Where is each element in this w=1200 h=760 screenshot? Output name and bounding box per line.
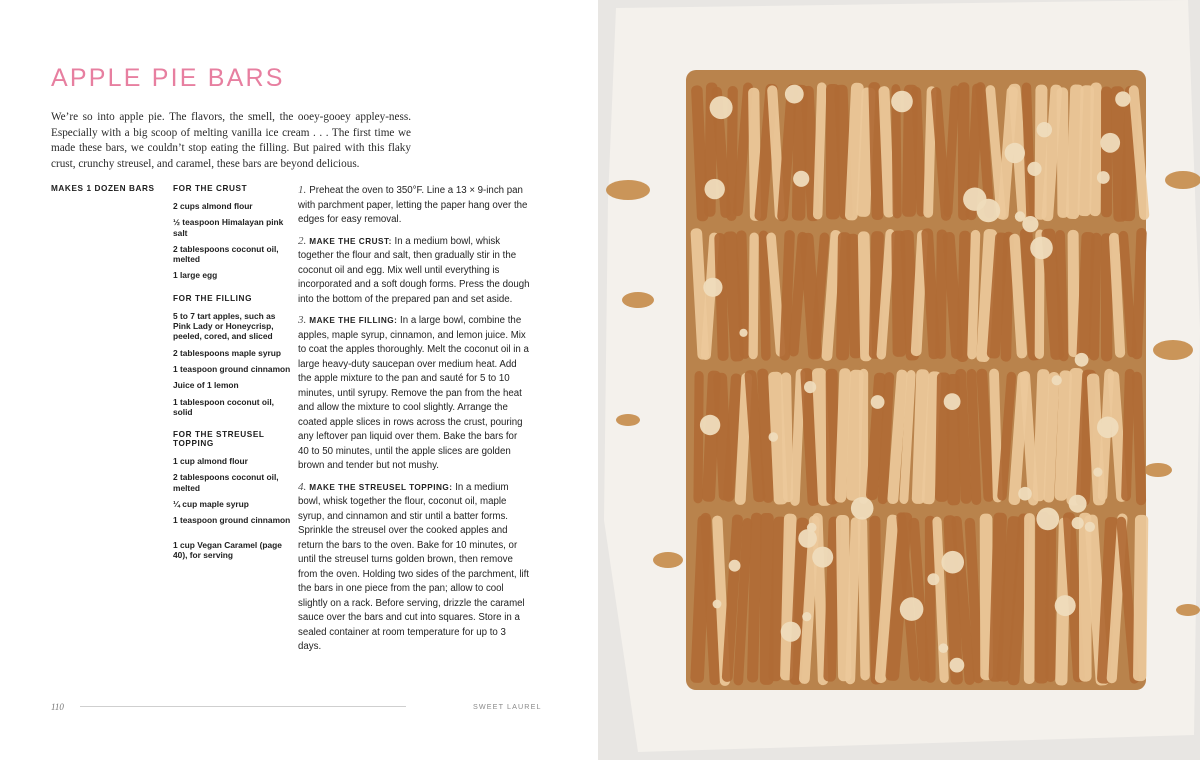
streusel-crumb [927, 573, 939, 585]
ingredient-group-filling [173, 294, 291, 417]
ingredient-group-title: FOR THE CRUST [173, 184, 248, 193]
method-step [298, 183, 530, 228]
streusel-crumb [785, 85, 804, 104]
method-step [298, 313, 530, 474]
step-heading: MAKE THE STREUSEL TOPPING: [309, 482, 453, 492]
method-step [298, 234, 530, 308]
streusel-crumb [739, 329, 747, 337]
step-number: 1. [298, 184, 307, 196]
streusel-crumb [1015, 211, 1025, 221]
streusel-crumb [1005, 143, 1025, 163]
apple-slice [1089, 82, 1101, 216]
streusel-crumb [1055, 595, 1076, 616]
streusel-crumb [793, 171, 809, 187]
ingredient-item: 1 cup Vegan Caramel (page 40), for serving [173, 539, 282, 560]
page-number: 110 [51, 702, 64, 712]
apple-slice [1024, 513, 1035, 684]
caramel-drip [653, 552, 683, 568]
streusel-crumb [941, 551, 964, 574]
streusel-crumb [1115, 91, 1130, 106]
streusel-crumb [1072, 517, 1084, 529]
ingredient-group-crust [173, 184, 291, 281]
streusel-crumb [713, 600, 722, 609]
ingredient-group-title: FOR THE FILLING [173, 293, 253, 303]
step-heading: MAKE THE FILLING: [309, 316, 398, 325]
recipe-title: APPLE PIE BARS [51, 64, 285, 92]
apple-slice [693, 371, 703, 503]
streusel-crumb [1030, 237, 1053, 260]
streusel-crumb [812, 547, 833, 568]
streusel-crumb [703, 278, 722, 297]
streusel-crumb [781, 622, 801, 642]
ingredient-item: 1 cup almond flour [173, 456, 248, 467]
streusel-crumb [977, 199, 1001, 223]
caramel-drip [1176, 604, 1200, 616]
streusel-crumb [1085, 522, 1095, 532]
streusel-crumb [1036, 508, 1059, 531]
apple-slice [1046, 515, 1056, 682]
streusel-crumb [729, 560, 741, 572]
streusel-crumb [891, 91, 913, 113]
streusel-crumb [710, 96, 733, 119]
caramel-drip [1153, 340, 1193, 360]
streusel-crumb [939, 643, 949, 653]
method-step [298, 480, 530, 655]
caramel-drip [622, 292, 654, 308]
streusel-crumb [900, 597, 924, 621]
caramel-drip [616, 414, 640, 426]
streusel-crumb [1018, 487, 1032, 501]
streusel-crumb [1069, 495, 1087, 513]
ingredient-item: 2 tablespoons maple syrup [173, 347, 281, 358]
step-text: In a medium bowl, whisk together the flour and salt, then gradually stir in the coconut oil and egg. Mix well until everything is incorporated and a soft dough forms. Press the dough into the bottom of the prepared pan and set aside. [298, 235, 530, 305]
caramel-drip [1165, 171, 1200, 189]
streusel-crumb [769, 432, 779, 442]
step-text: In a medium bowl, whisk together the flour, coconut oil, maple syrup, and cinnamon and stir until a batter forms. Sprinkle the streusel over the cooked apples and return the bars to the oven. Bake for 10 minutes, or until the streusel turns golden brown, then remove from the oven. Holding two sides of the parchment, lift the bars in one piece from the pan; allow to cool slightly on a rack. Before serving, drizzle the caramel sauce over the bars and cut into squares. Store in a sealed container at room temperature for up to 3 days. [298, 481, 530, 652]
step-text: Preheat the oven to 350°F. Line a 13 × 9-inch pan with parchment paper, letting the paper hang over the edges for easy removal. [298, 185, 528, 225]
recipe-intro: We’re so into apple pie. The flavors, the smell, the ooey-gooey appley-ness. Especially with a big scoop of melting vanilla ice cream . . . The first time we made these bars, we couldn’t stop eating the filling. But paired with this flaky crust, crunchy streusel, and caramel, these bars are beyond delicious. [51, 111, 411, 170]
ingredient-list [173, 311, 291, 417]
step-number: 2. [298, 234, 307, 247]
recipe-page [0, 0, 598, 760]
ingredient-list [173, 456, 291, 560]
ingredient-item: 1 teaspoon ground cinnamon [173, 363, 291, 374]
streusel-crumb [802, 612, 811, 621]
streusel-crumb [1100, 133, 1120, 153]
footer-rule [80, 706, 406, 707]
step-number: 4. [298, 480, 307, 493]
step-text: In a large bowl, combine the apples, maple syrup, cinnamon, and lemon juice. Mix to coat the apples thoroughly. Melt the coconut oil in a large heavy-duty saucepan over medium heat. Add the apple mixture to the pan and sauté for 5 to 10 minutes, until syrupy. Remove the pan from the heat and allow the mixture to cool slightly. Arrange the coated apple slices in rows across the crust, pouring any leftover pan liquid over them. Bake the bars for 40 to 50 minutes, until the apple slices are golden brown and tender but not mushy. [298, 315, 529, 471]
ingredient-group-streusel [173, 430, 291, 560]
caramel-drip [1144, 463, 1172, 477]
ingredient-item: 1 tablespoon coconut oil, solid [173, 396, 274, 417]
ingredient-item: 1 teaspoon ground cinnamon [173, 515, 291, 526]
streusel-crumb [1037, 122, 1052, 137]
ingredient-item: 2 tablespoons coconut oil, melted [173, 243, 279, 265]
streusel-crumb [804, 381, 816, 393]
streusel-crumb [700, 415, 720, 435]
step-number: 3. [298, 314, 307, 326]
streusel-crumb [1093, 468, 1102, 477]
streusel-crumb [1097, 417, 1119, 439]
ingredient-item: 2 cups almond flour [173, 201, 253, 211]
streusel-crumb [798, 529, 817, 548]
ingredients-column [173, 184, 291, 573]
streusel-crumb [705, 179, 725, 199]
ingredient-group-title: FOR THE STREUSEL TOPPING [173, 430, 265, 449]
streusel-crumb [851, 497, 874, 520]
ingredient-item: Juice of 1 lemon [173, 380, 239, 391]
ingredient-list [173, 201, 291, 281]
apple-pie-bars-photo [598, 0, 1200, 760]
recipe-yield: MAKES 1 DOZEN BARS [51, 184, 155, 193]
streusel-crumb [1052, 375, 1062, 385]
apple-slice [1133, 515, 1148, 681]
streusel-crumb [871, 395, 885, 409]
streusel-crumb [1097, 171, 1110, 184]
streusel-crumb [1075, 353, 1089, 367]
streusel-crumb [950, 658, 965, 673]
ingredient-item: 1 large egg [173, 270, 218, 281]
ingredient-item: ½ teaspoon Himalayan pink salt [173, 217, 284, 238]
apple-slice [748, 232, 758, 359]
method-column [298, 183, 530, 661]
photo-canvas [598, 0, 1200, 760]
streusel-crumb [944, 393, 961, 410]
streusel-crumb [1027, 162, 1041, 176]
cut-line [690, 364, 1142, 367]
running-head: SWEET LAUREL [473, 702, 542, 711]
cut-line [690, 224, 1142, 227]
ingredient-item: ¼ cup maple syrup [173, 499, 249, 510]
step-heading: MAKE THE CRUST: [309, 236, 392, 246]
ingredient-item: 2 tablespoons coconut oil, melted [173, 472, 279, 493]
ingredient-item: 5 to 7 tart apples, such as Pink Lady or Honeycrisp, peeled, cored, and sliced [173, 310, 276, 342]
caramel-drip [606, 180, 650, 200]
